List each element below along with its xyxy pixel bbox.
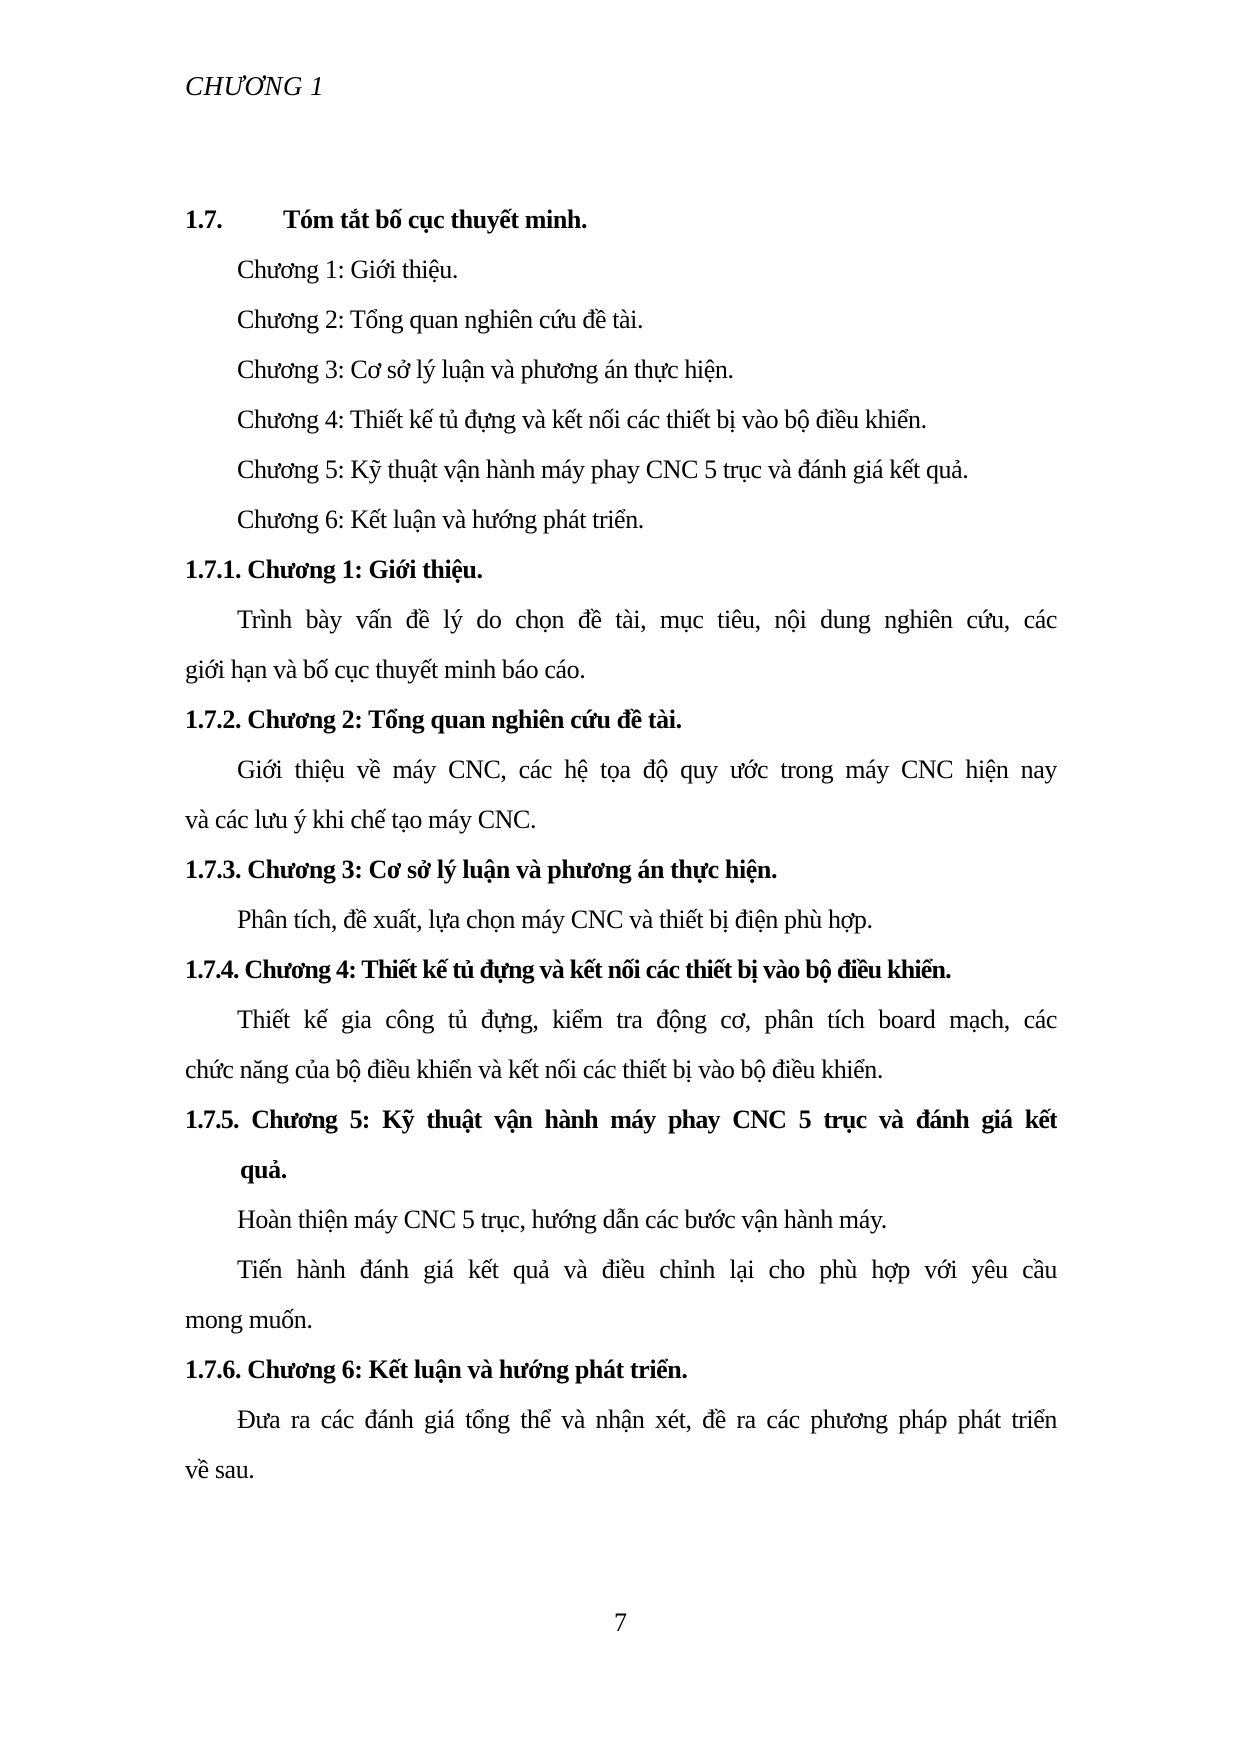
subsection-heading-1-7-5: 1.7.5. Chương 5: Kỹ thuật vận hành máy phay CNC 5 trục và đánh giá kết xyxy=(185,1105,1057,1134)
subsection-heading-1-7-4: 1.7.4. Chương 4: Thiết kế tủ đựng và kết nối các thiết bị vào bộ điều khiển. xyxy=(185,955,951,984)
body-line: Tiến hành đánh giá kết quả và điều chỉnh lại cho phù hợp với yêu cầu xyxy=(237,1255,1057,1284)
chapter-list-item-1: Chương 1: Giới thiệu. xyxy=(237,255,458,284)
body-line: Thiết kế gia công tủ đựng, kiểm tra động cơ, phân tích board mạch, các xyxy=(237,1005,1057,1034)
page-number: 7 xyxy=(614,1608,627,1637)
body-line: và các lưu ý khi chế tạo máy CNC. xyxy=(185,805,537,834)
chapter-running-header: CHƯƠNG 1 xyxy=(185,71,325,101)
chapter-list-item-2: Chương 2: Tổng quan nghiên cứu đề tài. xyxy=(237,305,644,334)
subsection-heading-1-7-2: 1.7.2. Chương 2: Tổng quan nghiên cứu đề tài. xyxy=(185,705,682,734)
subsection-heading-1-7-3: 1.7.3. Chương 3: Cơ sở lý luận và phương án thực hiện. xyxy=(185,855,778,884)
subsection-heading-1-7-5-continuation: quả. xyxy=(240,1155,287,1184)
section-title: Tóm tắt bố cục thuyết minh. xyxy=(283,205,588,234)
body-line: Phân tích, đề xuất, lựa chọn máy CNC và thiết bị điện phù hợp. xyxy=(237,905,873,934)
chapter-list-item-6: Chương 6: Kết luận và hướng phát triển. xyxy=(237,505,644,534)
section-heading xyxy=(185,195,1057,245)
subsection-heading-1-7-6: 1.7.6. Chương 6: Kết luận và hướng phát triển. xyxy=(185,1355,688,1384)
chapter-list-item-5: Chương 5: Kỹ thuật vận hành máy phay CNC 5 trục và đánh giá kết quả. xyxy=(237,455,969,484)
body-line: Trình bày vấn đề lý do chọn đề tài, mục tiêu, nội dung nghiên cứu, các xyxy=(237,605,1057,634)
body-line: chức năng của bộ điều khiển và kết nối các thiết bị vào bộ điều khiển. xyxy=(185,1055,883,1084)
body-line: mong muốn. xyxy=(185,1305,313,1334)
page-content xyxy=(185,195,1057,1495)
chapter-list-item-3: Chương 3: Cơ sở lý luận và phương án thực hiện. xyxy=(237,355,734,384)
body-line: Giới thiệu về máy CNC, các hệ tọa độ quy ước trong máy CNC hiện nay xyxy=(237,755,1057,784)
subsection-heading-1-7-1: 1.7.1. Chương 1: Giới thiệu. xyxy=(185,555,483,584)
section-number: 1.7. xyxy=(185,205,223,234)
body-line: về sau. xyxy=(185,1455,255,1484)
body-line: Đưa ra các đánh giá tổng thể và nhận xét, đề ra các phương pháp phát triển xyxy=(237,1405,1057,1434)
body-line: giới hạn và bố cục thuyết minh báo cáo. xyxy=(185,655,586,684)
body-line: Hoàn thiện máy CNC 5 trục, hướng dẫn các bước vận hành máy. xyxy=(237,1205,887,1234)
chapter-list-item-4: Chương 4: Thiết kế tủ đựng và kết nối các thiết bị vào bộ điều khiển. xyxy=(237,405,927,434)
